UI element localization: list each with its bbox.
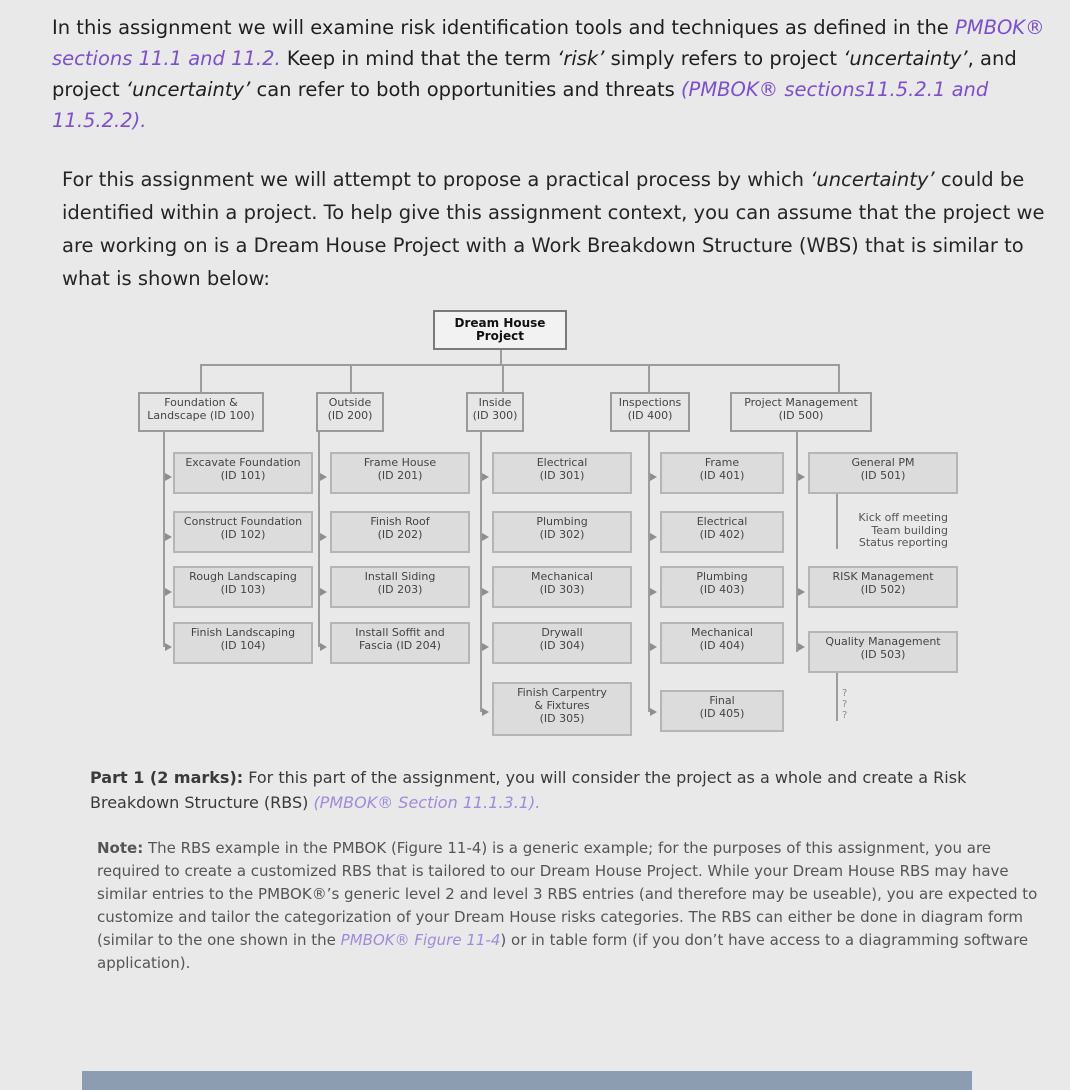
wbs-node-300: [466, 392, 524, 432]
arrow-icon: [320, 643, 327, 651]
node-id: (ID 404): [699, 639, 745, 652]
intro-text: In this assignment we will examine risk identification tools and techniques as defined in the: [52, 16, 955, 39]
connector-line: [836, 673, 838, 721]
part1-label: Part 1 (2 marks):: [90, 768, 244, 787]
wbs-node-104: [173, 622, 313, 664]
part1-paragraph: [90, 765, 1050, 815]
uncertainty-term: ‘uncertainty’: [125, 78, 251, 101]
bullet-item: Kick off meeting: [858, 511, 948, 524]
intro-text: , and project: [52, 47, 1017, 101]
arrow-icon: [320, 588, 327, 596]
wbs-node-405: [660, 690, 784, 732]
note-text: The RBS example in the PMBOK (Figure 11-4) is a generic example; for the purposes of this assignment, you are required to create a customized RBS that is tailored to our Dream House Project. While your Dream House RBS may have similar entries to the PMBOK®’s generic level 2 and level 3 RBS entries (and therefore may be useable), you are expected to customize and tailor the categorization of your Dream House risks categories. The RBS can either be done in diagram form (similar to the one shown in the: [97, 839, 1038, 949]
node-label: Frame House: [363, 456, 437, 469]
node-id: (ID 303): [539, 583, 585, 596]
wbs-node-103: [173, 566, 313, 608]
wbs-node-305: [492, 682, 632, 736]
wbs-node-100: [138, 392, 264, 432]
wbs-node-204: [330, 622, 470, 664]
bullet-item: ?: [842, 699, 848, 710]
node-id: (ID 102): [220, 528, 266, 541]
wbs-node-101: [173, 452, 313, 494]
node-id: (ID 302): [539, 528, 585, 541]
wbs-root-node: [433, 310, 567, 350]
node-label: Plumbing: [536, 515, 588, 528]
connector-line: [200, 364, 202, 392]
connector-line: [502, 364, 504, 392]
node-label: Inspections: [618, 396, 682, 409]
bullet-item: Team building: [871, 523, 948, 537]
node-id: (ID 500): [778, 409, 824, 422]
wbs-node-302: [492, 511, 632, 553]
arrow-icon: [320, 473, 327, 481]
wbs-node-304: [492, 622, 632, 664]
note-paragraph: [97, 837, 1047, 975]
arrow-icon: [165, 643, 172, 651]
node-id: (ID 405): [699, 707, 745, 720]
arrow-icon: [650, 643, 657, 651]
arrow-icon: [650, 473, 657, 481]
arrow-icon: [798, 588, 805, 596]
arrow-icon: [482, 473, 489, 481]
node-label: Install Soffit and: [355, 626, 445, 639]
arrow-icon: [320, 533, 327, 541]
node-id: (ID 104): [220, 639, 266, 652]
node-id: (ID 202): [377, 528, 423, 541]
node-id: (ID 503): [860, 648, 906, 661]
node-label: Mechanical: [531, 570, 593, 583]
node-id: (ID 401): [699, 469, 745, 482]
note-text: ) or in table form (if you don’t have access to a diagramming software application).: [97, 931, 1029, 972]
arrow-icon: [798, 473, 805, 481]
pmbok-sections-reference: (PMBOK® sections11.5.2.1 and 11.5.2.2).: [52, 78, 989, 132]
node-id: (ID 203): [377, 583, 423, 596]
node-id: (ID 400): [627, 409, 673, 422]
node-id: (ID 300): [472, 409, 518, 422]
node-id: (ID 101): [220, 469, 266, 482]
wbs-node-303: [492, 566, 632, 608]
uncertainty-term: ‘uncertainty’: [810, 168, 935, 191]
risk-term: ‘risk’: [557, 47, 605, 70]
arrow-icon: [650, 588, 657, 596]
wbs-node-503: [808, 631, 958, 673]
connector-line: [648, 364, 650, 392]
node-label: General PM: [851, 456, 915, 469]
intro-text: Keep in mind that the term: [280, 47, 558, 70]
note-label: Note:: [97, 839, 144, 857]
node-id: (ID 501): [860, 469, 906, 482]
node-id: (ID 200): [327, 409, 373, 422]
wbs-node-203: [330, 566, 470, 608]
node-id: (ID 305): [539, 712, 585, 725]
intro-text: could be identified within a project. To help give this assignment context, you can assume that the project we are working on is a Dream House Project with a Work Breakdown Structure (WBS) that is similar to what is shown below:: [62, 168, 1045, 290]
pmbok-section-reference: (PMBOK® Section 11.1.3.1).: [313, 793, 541, 812]
wbs-node-301: [492, 452, 632, 494]
node-label: Construct Foundation: [183, 515, 303, 528]
arrow-icon: [482, 643, 489, 651]
bullet-item: ?: [842, 710, 848, 721]
arrow-icon: [165, 473, 172, 481]
node-label: Finish Carpentry: [517, 686, 607, 699]
wbs-node-200: [316, 392, 384, 432]
wbs-node-404: [660, 622, 784, 664]
wbs-node-403: [660, 566, 784, 608]
arrow-icon: [650, 708, 657, 716]
wbs-node-502: [808, 566, 958, 608]
node-label: Frame: [704, 456, 740, 469]
arrow-icon: [482, 533, 489, 541]
node-label: Plumbing: [696, 570, 748, 583]
node-label: & Fixtures: [534, 699, 590, 712]
wbs-node-102: [173, 511, 313, 553]
wbs-node-400: [610, 392, 690, 432]
node-label: Finish Roof: [370, 515, 430, 528]
node-label: RISK Management: [832, 570, 934, 583]
node-label: Electrical: [536, 456, 588, 469]
sections-reference: sections 11.1 and 11.2.: [52, 47, 281, 70]
node-id: Landscape (ID 100): [147, 409, 255, 422]
bullet-item: Status reporting: [858, 536, 948, 549]
wbs-root-label: Dream House Project: [454, 316, 546, 343]
node-label: Drywall: [541, 626, 583, 639]
connector-line: [838, 364, 840, 392]
node-id: (ID 304): [539, 639, 585, 652]
connector-line: [796, 432, 798, 652]
node-id: (ID 402): [699, 528, 745, 541]
node-label: Inside: [478, 396, 512, 409]
arrow-icon: [165, 588, 172, 596]
intro-text: can refer to both opportunities and threats: [250, 78, 681, 101]
node-label: Electrical: [696, 515, 748, 528]
wbs-node-402: [660, 511, 784, 553]
qm-bullet-list: [842, 688, 872, 721]
node-id: (ID 502): [860, 583, 906, 596]
wbs-node-201: [330, 452, 470, 494]
node-id: (ID 301): [539, 469, 585, 482]
bullet-item: ?: [842, 688, 848, 699]
pmbok-reference: PMBOK®: [955, 16, 1045, 39]
part1-text: For this part of the assignment, you will consider the project as a whole and create a Risk Breakdown Structure (RBS): [90, 768, 967, 812]
node-id: (ID 201): [377, 469, 423, 482]
pm-bullet-list: [836, 512, 948, 550]
pmbok-figure-reference: PMBOK® Figure 11-4: [340, 931, 501, 949]
node-label: Rough Landscaping: [189, 570, 297, 583]
bottom-toolbar-strip: [82, 1071, 972, 1090]
node-label: Install Siding: [364, 570, 436, 583]
node-label: Foundation &: [164, 396, 238, 409]
node-label: Outside: [328, 396, 372, 409]
wbs-node-401: [660, 452, 784, 494]
connector-line: [350, 364, 352, 392]
node-id: Fascia (ID 204): [359, 639, 441, 652]
wbs-node-500: [730, 392, 872, 432]
arrow-icon: [482, 588, 489, 596]
arrow-icon: [650, 533, 657, 541]
node-id: (ID 403): [699, 583, 745, 596]
wbs-node-501: [808, 452, 958, 494]
node-label: Quality Management: [825, 635, 941, 648]
node-label: Project Management: [744, 396, 858, 409]
uncertainty-term: ‘uncertainty’: [843, 47, 968, 70]
arrow-icon: [482, 708, 489, 716]
node-label: Excavate Foundation: [185, 456, 301, 469]
intro-text: For this assignment we will attempt to propose a practical process by which: [62, 168, 811, 191]
node-label: Finish Landscaping: [190, 626, 296, 639]
arrow-icon: [798, 643, 805, 651]
arrow-icon: [165, 533, 172, 541]
wbs-node-202: [330, 511, 470, 553]
node-label: Final: [709, 694, 735, 707]
node-label: Mechanical: [691, 626, 753, 639]
node-id: (ID 103): [220, 583, 266, 596]
intro-text: simply refers to project: [604, 47, 844, 70]
connector-line: [200, 364, 840, 366]
